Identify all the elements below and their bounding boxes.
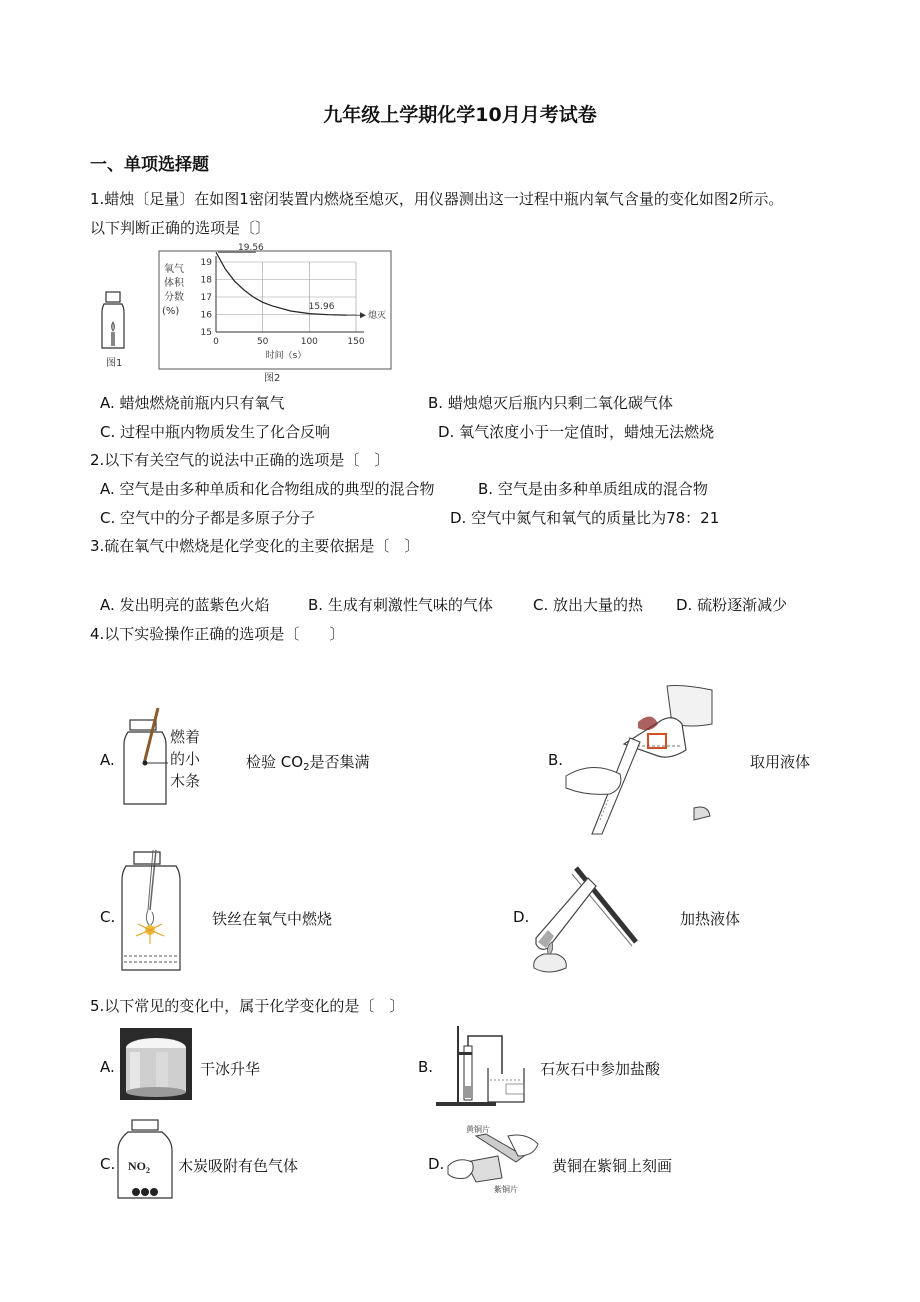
x-tick-label: 0 bbox=[213, 337, 219, 347]
q2-option-a[interactable]: A. 空气是由多种单质和化合物组成的典型的混合物 bbox=[100, 480, 435, 498]
y-tick-label: 15 bbox=[200, 328, 212, 338]
q5-option-a-text[interactable]: 干冰升华 bbox=[200, 1060, 261, 1078]
q3-option-d[interactable]: D. 硫粉逐渐减少 bbox=[676, 596, 788, 614]
q1-option-d[interactable]: D. 氧气浓度小于一定值时，蜡烛无法燃烧 bbox=[438, 423, 715, 441]
pour-liquid-figure bbox=[562, 684, 722, 834]
q2-option-b[interactable]: B. 空气是由多种单质组成的混合物 bbox=[478, 480, 708, 498]
q3-option-c[interactable]: C. 放出大量的热 bbox=[533, 596, 644, 614]
q4-option-c-text[interactable]: 铁丝在氧气中燃烧 bbox=[212, 910, 333, 928]
y-tick-label: 17 bbox=[200, 293, 212, 303]
question-3: 3.硫在氧气中燃烧是化学变化的主要依据是〔 〕 bbox=[90, 537, 420, 555]
q4-a-sub: 2 bbox=[303, 762, 310, 773]
x-tick-label: 100 bbox=[300, 337, 318, 347]
q4-a-pre: 检验 CO bbox=[246, 753, 304, 771]
q1-option-c[interactable]: C. 过程中瓶内物质发生了化合反响 bbox=[100, 423, 331, 441]
fig2-label: 图2 bbox=[264, 373, 281, 384]
q4-option-c-letter[interactable]: C. bbox=[100, 908, 116, 926]
x-tick-label: 50 bbox=[256, 337, 269, 347]
fig1-label: 图1 bbox=[106, 358, 123, 369]
ylabel-line-4: (%) bbox=[162, 306, 180, 317]
y-tick-label: 19 bbox=[200, 258, 212, 268]
q5-option-a-letter[interactable]: A. bbox=[100, 1058, 115, 1076]
q3-option-a[interactable]: A. 发出明亮的蓝紫色火焰 bbox=[100, 596, 270, 614]
q5-option-d-text[interactable]: 黄铜在紫铜上刻画 bbox=[552, 1157, 673, 1175]
heat-liquid-figure bbox=[526, 858, 646, 978]
no2-label-sub: 2 bbox=[146, 1166, 150, 1175]
question-5: 5.以下常见的变化中，属于化学变化的是〔 〕 bbox=[90, 997, 405, 1015]
x-tick-label: 150 bbox=[347, 337, 365, 347]
q2-option-c[interactable]: C. 空气中的分子都是多原子分子 bbox=[100, 509, 316, 527]
question-1-line-1: 1.蜡烛〔足量〕在如图1密闭装置内燃烧至熄灭，用仪器测出这一过程中瓶内氧气含量的变化如图2所示。 bbox=[90, 190, 784, 208]
q5-option-b-text[interactable]: 石灰石中参加盐酸 bbox=[540, 1060, 661, 1078]
question-2: 2.以下有关空气的说法中正确的选项是〔 〕 bbox=[90, 451, 390, 469]
q4-option-b-letter[interactable]: B. bbox=[548, 751, 564, 769]
q4-a-post: 是否集满 bbox=[309, 753, 370, 771]
q4-option-d-text[interactable]: 加热液体 bbox=[680, 910, 741, 928]
q5-option-d-letter[interactable]: D. bbox=[428, 1155, 445, 1173]
end-value-label: 15.96 bbox=[308, 302, 335, 313]
extinguish-label: 熄灭 bbox=[368, 311, 387, 322]
q1-option-a[interactable]: A. 蜡烛燃烧前瓶内只有氧气 bbox=[100, 394, 285, 412]
x-axis-label: 时间（s） bbox=[265, 351, 307, 361]
q2-option-d[interactable]: D. 空气中氮气和氧气的质量比为78：21 bbox=[450, 509, 720, 527]
q4-option-a-letter[interactable]: A. bbox=[100, 751, 115, 769]
q4-option-b-text[interactable]: 取用液体 bbox=[750, 753, 811, 771]
fig-a-label-2: 的小 bbox=[170, 750, 201, 768]
start-value-label: 19.56 bbox=[238, 243, 264, 254]
end-arrow-head bbox=[360, 312, 366, 318]
no2-label: NO bbox=[128, 1159, 146, 1173]
question-1-line-2: 以下判断正确的选项是〔〕 bbox=[90, 219, 271, 237]
y-tick-label: 18 bbox=[200, 275, 212, 286]
limestone-acid-figure bbox=[432, 1024, 536, 1108]
q1-option-b[interactable]: B. 蜡烛熄灭后瓶内只剩二氧化碳气体 bbox=[428, 394, 673, 412]
y-tick-label: 16 bbox=[200, 310, 212, 321]
brass-label: 黄铜片 bbox=[466, 1125, 490, 1134]
iron-wire-figure bbox=[120, 850, 185, 975]
copper-label: 紫铜片 bbox=[494, 1185, 518, 1194]
fig-a-label-3: 木条 bbox=[170, 772, 201, 790]
ylabel-line-3: 分数 bbox=[164, 292, 184, 303]
q4-option-d-letter[interactable]: D. bbox=[513, 908, 530, 926]
fig-a-label-1: 燃着 bbox=[170, 728, 201, 746]
ylabel-line-1: 氧气 bbox=[164, 264, 184, 275]
q3-option-b[interactable]: B. 生成有刺激性气味的气体 bbox=[308, 596, 493, 614]
q5-option-c-letter[interactable]: C. bbox=[100, 1155, 116, 1173]
candle-bottle-figure bbox=[98, 290, 138, 370]
oxygen-chart bbox=[158, 243, 393, 385]
q4-option-a-text[interactable] bbox=[246, 751, 369, 773]
dry-ice-figure bbox=[120, 1028, 192, 1100]
question-4: 4.以下实验操作正确的选项是〔 〕 bbox=[90, 625, 345, 643]
q5-option-b-letter[interactable]: B. bbox=[418, 1058, 434, 1076]
brass-scratch-figure bbox=[446, 1122, 542, 1196]
co2-check-figure bbox=[122, 706, 217, 811]
q5-option-c-text[interactable]: 木炭吸附有色气体 bbox=[178, 1157, 299, 1175]
page-title: 九年级上学期化学10月月考试卷 bbox=[323, 104, 597, 126]
charcoal-no2-figure bbox=[114, 1118, 176, 1200]
svg-text:NO2 bbox=[128, 1159, 150, 1175]
ylabel-line-2: 体积 bbox=[164, 278, 184, 289]
section-heading: 一、单项选择题 bbox=[90, 155, 209, 175]
